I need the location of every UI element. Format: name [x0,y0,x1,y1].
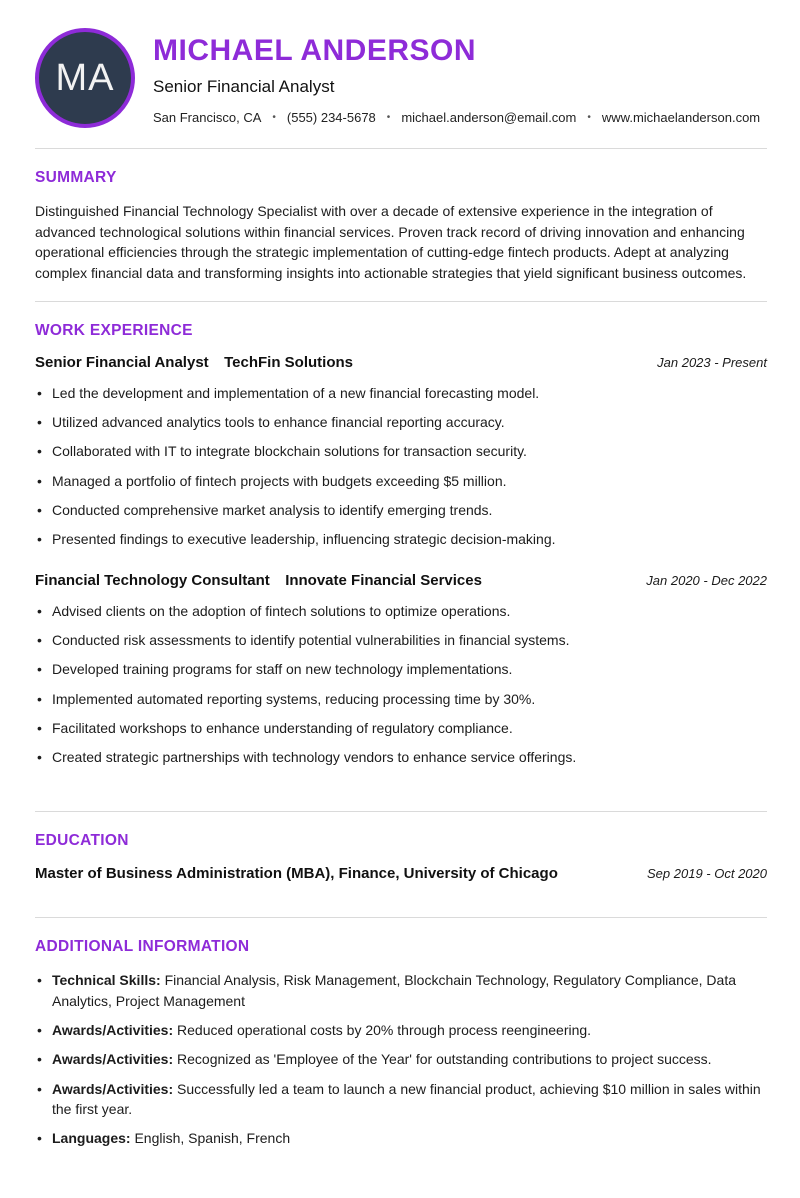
candidate-title: Senior Financial Analyst [153,76,335,96]
item-label: Awards/Activities: [52,1022,174,1039]
list-item: • Advised clients on the adoption of fintech solutions to optimize operations. [35,601,767,621]
job-company: TechFin Solutions [224,353,354,371]
job-header [35,572,767,590]
contact-email: michael.anderson@email.com [401,109,577,125]
additional-info-list [35,970,767,1148]
job-title-group [35,572,482,590]
list-item [35,970,767,1011]
item-text: Recognized as 'Employee of the Year' for outstanding contributions to project success. [177,1051,712,1068]
job-entry [35,572,767,768]
list-item: • Utilized advanced analytics tools to enhance financial reporting accuracy. [35,412,767,432]
work-experience-heading: WORK EXPERIENCE [35,321,193,339]
section-divider [35,811,767,812]
item-label: Awards/Activities: [52,1080,174,1097]
job-title: Financial Technology Consultant [35,571,270,589]
job-title-group [35,354,353,372]
item-label: Languages: [52,1130,131,1147]
job-company: Innovate Financial Services [285,571,482,589]
summary-section [35,169,767,284]
additional-info-section [35,938,767,1148]
item-text: Financial Analysis, Risk Management, Blockchain Technology, Regulatory Compliance, Data Analytics, Project Management [52,972,736,1009]
list-item: • Facilitated workshops to enhance understanding of regulatory compliance. [35,718,767,738]
list-item [35,1049,767,1069]
contact-website: www.michaelanderson.com [601,109,761,125]
item-text: Reduced operational costs by 20% through process reengineering. [177,1022,592,1039]
separator-dot: • [272,111,276,123]
job-dates: Jan 2020 - Dec 2022 [646,572,767,588]
education-heading: EDUCATION [35,832,129,850]
item-text: Successfully led a team to launch a new financial product, achieving $10 million in sales within the first year. [52,1080,761,1117]
list-item: • Presented findings to executive leadership, influencing strategic decision-making. [35,529,767,549]
separator-dot: • [386,111,391,123]
education-dates: Sep 2019 - Oct 2020 [647,866,767,882]
work-experience-section [35,322,767,768]
item-label: Technical Skills: [52,972,161,989]
separator-dot: • [587,111,591,123]
item-label: Awards/Activities: [52,1051,174,1068]
section-divider [35,148,767,149]
list-item: • Created strategic partnerships with technology vendors to enhance service offerings. [35,747,767,767]
degree-title: Master of Business Administration (MBA), Finance, University of Chicago [35,865,558,883]
job-entry [35,354,767,550]
avatar [35,28,135,128]
list-item: • Led the development and implementation of a new financial forecasting model. [35,383,767,403]
spacer [35,882,767,900]
education-section [35,832,767,882]
list-item [35,1128,767,1148]
spacer [35,776,767,794]
section-divider [35,917,767,918]
list-item: • Implemented automated reporting systems, reducing processing time by 30%. [35,689,767,709]
summary-text: Distinguished Financial Technology Specialist with over a decade of extensive experience in the integration of advanced technological solutions within financial services. Proven track record of driving innovation and enhancing operational efficiencies through the strategic implementation of cutting-edge fintech products. Adept at analyzing complex financial data and transforming insights into actionable strategies that yield significant business outcomes. [35,203,747,282]
education-entry [35,865,767,882]
list-item: • Managed a portfolio of fintech projects with budgets exceeding $5 million. [35,471,767,491]
item-text: English, Spanish, French [134,1130,291,1147]
list-item: • Developed training programs for staff on new technology implementations. [35,659,767,679]
list-item [35,1020,767,1040]
list-item [35,1079,767,1120]
list-item: • Conducted comprehensive market analysis to identify emerging trends. [35,500,767,520]
list-item: • Collaborated with IT to integrate blockchain solutions for transaction security. [35,441,767,461]
contact-phone: (555) 234-5678 [286,109,376,125]
contact-location: San Francisco, CA [153,109,262,125]
list-item: • Conducted risk assessments to identify potential vulnerabilities in financial systems. [35,630,767,650]
contact-row [153,110,760,125]
job-bullet-list [35,383,767,550]
job-dates: Jan 2023 - Present [657,354,767,370]
summary-heading: SUMMARY [35,169,117,186]
resume-header [35,28,767,128]
job-title: Senior Financial Analyst [35,353,209,371]
job-bullet-list [35,601,767,768]
section-divider [35,301,767,302]
candidate-name: MICHAEL ANDERSON [153,33,477,67]
avatar-initials: MA [55,56,115,99]
job-header [35,354,767,372]
additional-info-heading: ADDITIONAL INFORMATION [35,938,250,956]
header-text [153,32,760,125]
